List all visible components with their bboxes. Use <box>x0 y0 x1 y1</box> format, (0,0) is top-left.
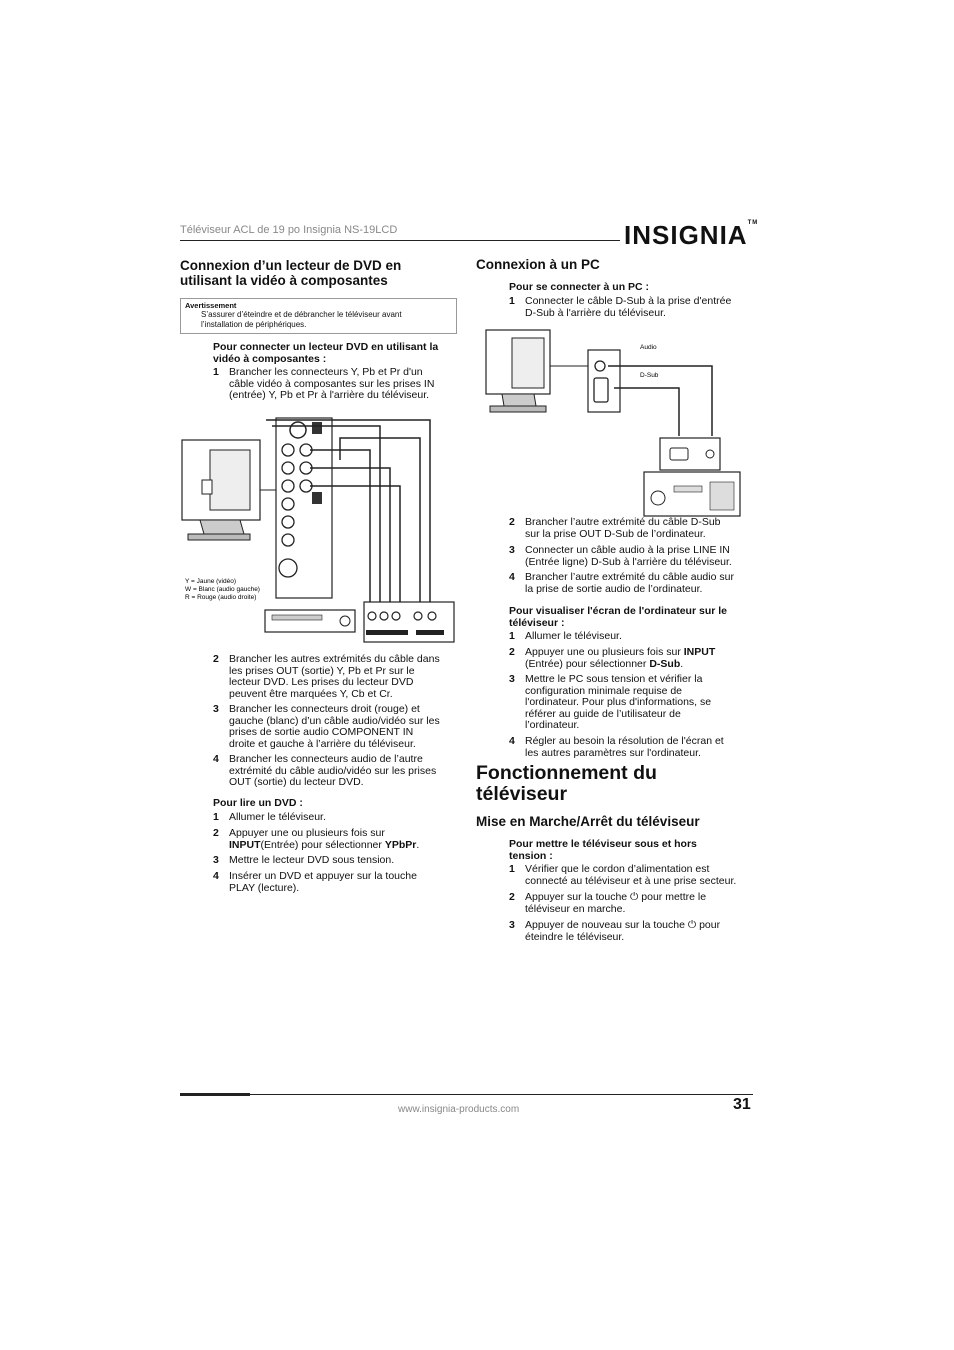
procedure-title-view: Pour visualiser l'écran de l'ordinateur sur le téléviseur : <box>509 605 727 629</box>
procedure-title-play: Pour lire un DVD : <box>213 797 303 809</box>
running-header: Téléviseur ACL de 19 po Insignia NS-19LCD <box>180 224 398 236</box>
sub-heading-power: Mise en Marche/Arrêt du téléviseur <box>476 814 700 829</box>
legend-white: W = Blanc (audio gauche) <box>185 586 260 593</box>
warning-text: S’assurer d’éteindre et de débrancher le téléviseur avant l’installation de périphériques. <box>201 310 402 329</box>
warning-box <box>180 298 457 334</box>
header-rule <box>180 240 620 241</box>
insignia-logo: INSIGNIA™ <box>624 220 759 250</box>
legend-yellow: Y = Jaune (vidéo) <box>185 578 237 585</box>
dsub-label: D-Sub <box>640 372 659 379</box>
dvd-connection-diagram <box>180 410 460 650</box>
section-heading-dvd: Connexion d’un lecteur de DVD en utilisant la vidéo à composantes <box>180 258 402 288</box>
audio-label: Audio <box>640 344 657 351</box>
chapter-heading: Fonctionnement du téléviseur <box>476 762 657 805</box>
footer-url: www.insignia-products.com <box>398 1104 520 1115</box>
footer-rule <box>180 1094 753 1095</box>
warning-title: Avertissement <box>185 301 237 310</box>
page-number: 31 <box>733 1096 751 1113</box>
pc-connection-diagram <box>484 326 754 520</box>
legend-red: R = Rouge (audio droite) <box>185 594 257 601</box>
procedure-title-pc: Pour se connecter à un PC : <box>509 281 650 293</box>
section-heading-pc: Connexion à un PC <box>476 257 600 272</box>
procedure-title-dvd: Pour connecter un lecteur DVD en utilisant la vidéo à composantes : <box>213 341 439 365</box>
procedure-title-power: Pour mettre le téléviseur sous et hors tension : <box>509 838 697 862</box>
